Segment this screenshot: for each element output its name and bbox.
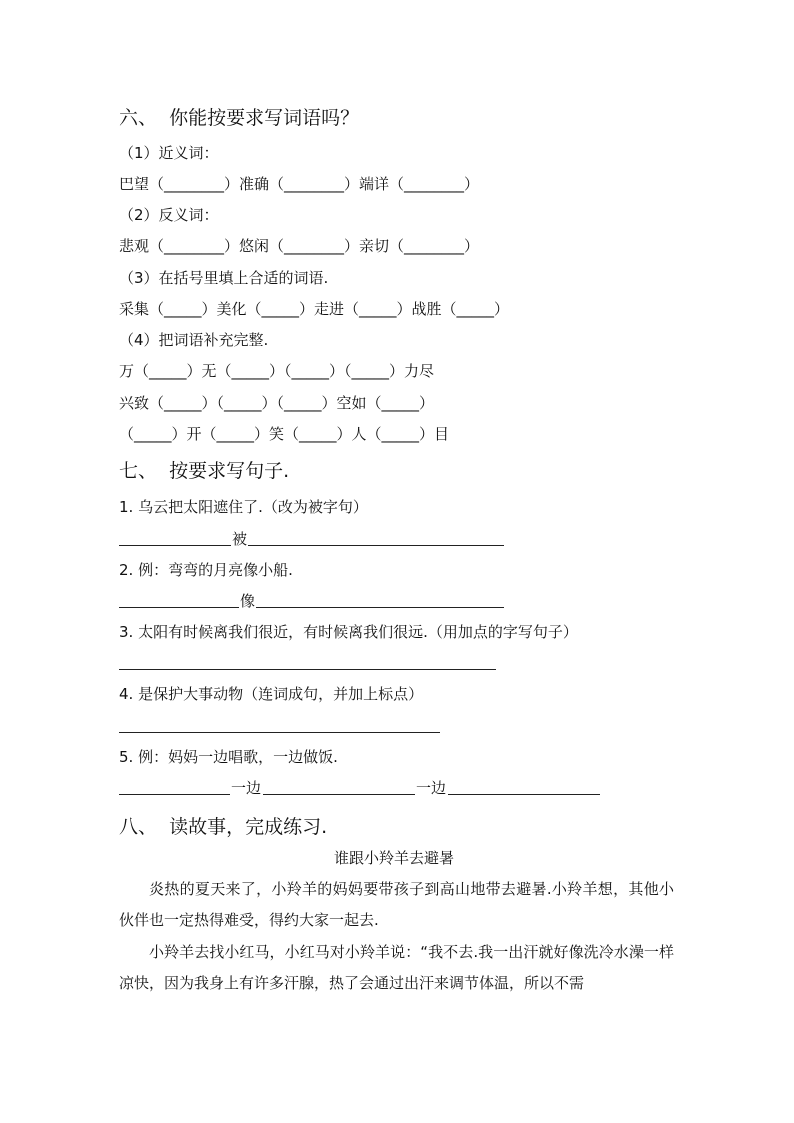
section-6-line: （4）把词语补充完整.	[119, 331, 269, 349]
section-6-heading: 六、 你能按要求写词语吗？	[119, 107, 360, 129]
answer-blank[interactable]	[263, 794, 415, 795]
story-paragraph: 小羚羊去找小红马，小红马对小羚羊说：“我不去.我一出汗就好像洗冷水澡一样凉快，因为我身上有许多汗腺，热了会通过出汗来调节体温，所以不需	[119, 943, 674, 992]
section-6-line: 兴致（_____）（_____）（_____）空如（_____）	[119, 394, 435, 412]
section-7-heading: 七、 按要求写句子.	[119, 460, 290, 482]
story-paragraph: 炎热的夏天来了，小羚羊的妈妈要带孩子到高山地带去避暑.小羚羊想，其他小伙伴也一定热得难受，得约大家一起去.	[119, 880, 674, 929]
answer-mid-word: 被	[232, 530, 248, 548]
answer-blank[interactable]	[256, 607, 504, 608]
section-6-line: （_____）开（_____）笑（_____）人（_____）目	[119, 425, 450, 443]
section-6-line: 采集（_____）美化（_____）走进（_____）战胜（_____）	[119, 300, 510, 318]
answer-blank[interactable]	[119, 794, 230, 795]
section-6-line: 万（_____）无（_____）（_____）（_____）力尽	[119, 362, 435, 380]
answer-mid-word: 一边	[416, 779, 447, 797]
answer-blank[interactable]	[448, 794, 600, 795]
answer-blank[interactable]	[119, 607, 239, 608]
answer-blank[interactable]	[119, 669, 496, 670]
answer-blank[interactable]	[119, 545, 231, 546]
sentence-prompt-5: 5. 例：妈妈一边唱歌，一边做饭.	[119, 748, 338, 766]
section-6-line: 巴望（________）准确（________）端详（________）	[119, 175, 480, 193]
section-6-line: 悲观（________）悠闲（________）亲切（________）	[119, 237, 480, 255]
section-6-line: （2）反义词：	[119, 206, 219, 224]
answer-mid-word: 像	[240, 592, 256, 610]
sentence-prompt-4: 4. 是保护大事动物（连词成句，并加上标点）	[119, 685, 424, 703]
section-6-line: （1）近义词：	[119, 144, 219, 162]
story-title: 谁跟小羚羊去避暑	[333, 849, 454, 867]
sentence-prompt-1: 1. 乌云把太阳遮住了.（改为被字句）	[119, 498, 368, 516]
answer-blank[interactable]	[119, 732, 440, 733]
section-8-heading: 八、 读故事，完成练习.	[119, 816, 328, 838]
answer-blank[interactable]	[248, 545, 504, 546]
sentence-prompt-3: 3. 太阳有时候离我们很近，有时候离我们很远.（用加点的字写句子）	[119, 623, 578, 641]
section-6-line: （3）在括号里填上合适的词语.	[119, 269, 329, 287]
sentence-prompt-2: 2. 例：弯弯的月亮像小船.	[119, 561, 293, 579]
answer-mid-word: 一边	[231, 779, 262, 797]
